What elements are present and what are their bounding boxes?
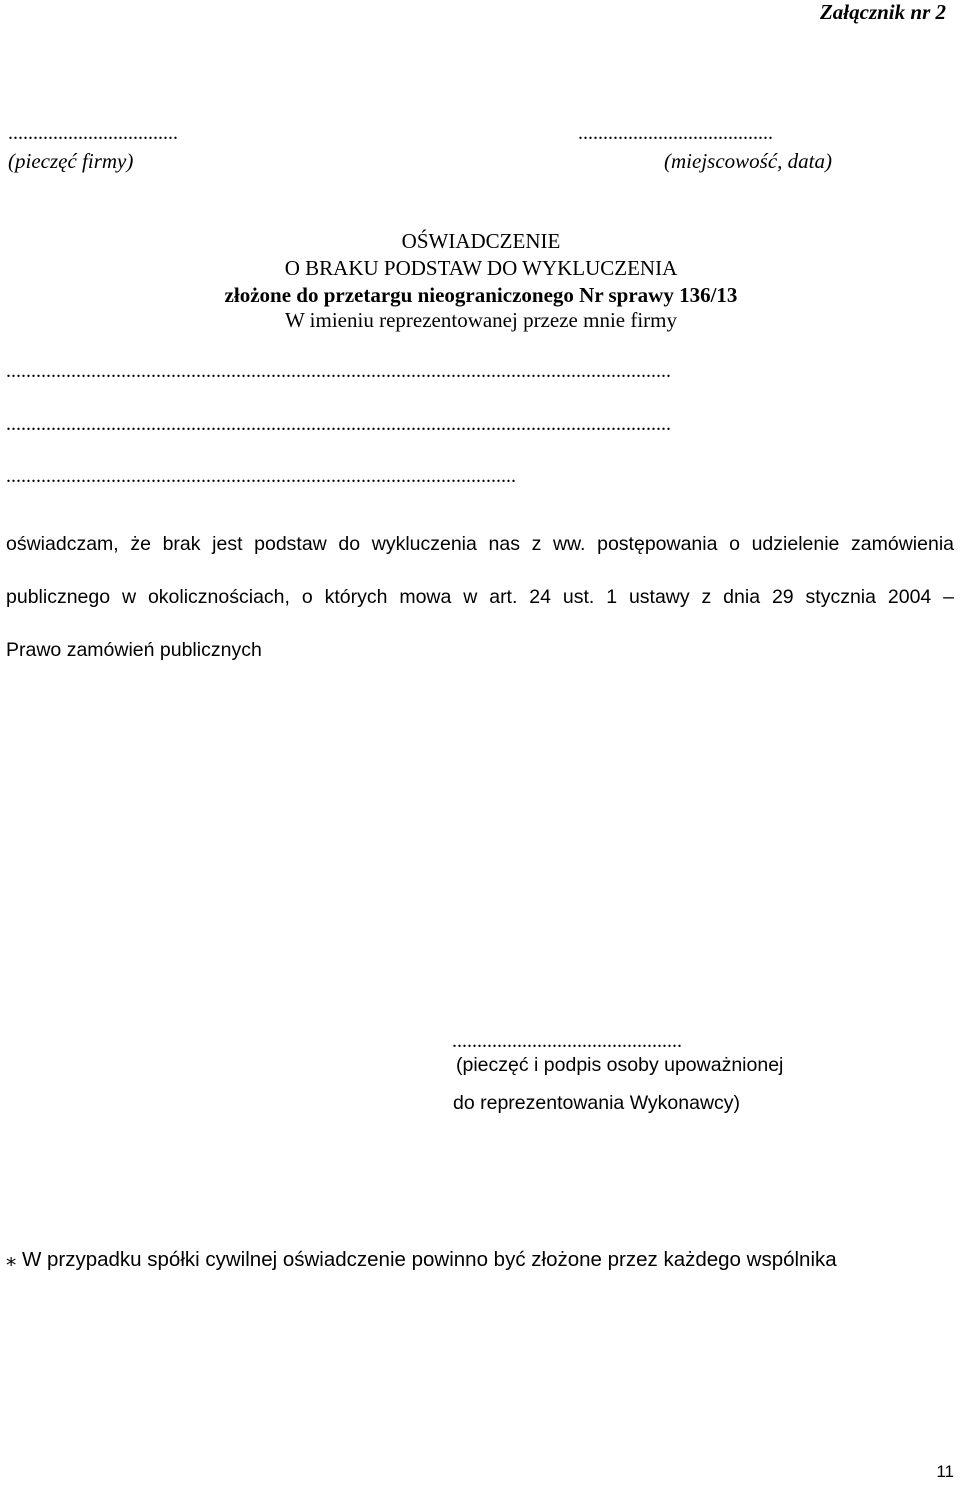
place-date-label: (miejscowość, data): [664, 149, 832, 173]
declaration-paragraph: [6, 518, 954, 677]
footnote: ⁎ W przypadku spółki cywilnej oświadczenie powinno być złożone przez każdego wspólnika: [6, 1248, 837, 1271]
company-name-fill-line-1: .....................................................................................................................................: [6, 360, 671, 382]
document-title: [0, 228, 960, 309]
title-line-2: O BRAKU PODSTAW DO WYKLUCZENIA: [284, 256, 678, 280]
signature-label-line-2: do reprezentowania Wykonawcy): [453, 1092, 741, 1114]
declaration-line-1: oświadczam, że brak jest podstaw do wykluczenia nas z ww. postępowania o udzielenie zamówienia: [6, 533, 954, 555]
title-line-3: złożone do przetargu nieograniczonego Nr sprawy 136/13: [224, 283, 738, 307]
signature-label-line-1: (pieczęć i podpis osoby upoważnionej: [456, 1054, 784, 1076]
company-stamp-placeholder: ..................................: [8, 122, 178, 144]
signature-placeholder: ..............................................: [452, 1030, 682, 1052]
annex-label: Załącznik nr 2: [819, 0, 946, 24]
company-name-fill-line-2: .....................................................................................................................................: [6, 413, 671, 435]
declaration-line-2: publicznego w okolicznościach, o których mowa w art. 24 ust. 1 ustawy z dnia 29 stycznia 2004 –: [6, 586, 954, 608]
company-stamp-label: (pieczęć firmy): [8, 149, 134, 173]
company-name-fill-line-3: ......................................................................................................: [6, 465, 516, 487]
declaration-line-3: Prawo zamówień publicznych: [6, 639, 262, 661]
place-date-placeholder: .......................................: [578, 122, 773, 144]
representation-line: W imieniu reprezentowanej przeze mnie firmy: [284, 308, 678, 332]
title-line-1: OŚWIADCZENIE: [401, 229, 561, 253]
page-number: 11: [936, 1462, 954, 1481]
